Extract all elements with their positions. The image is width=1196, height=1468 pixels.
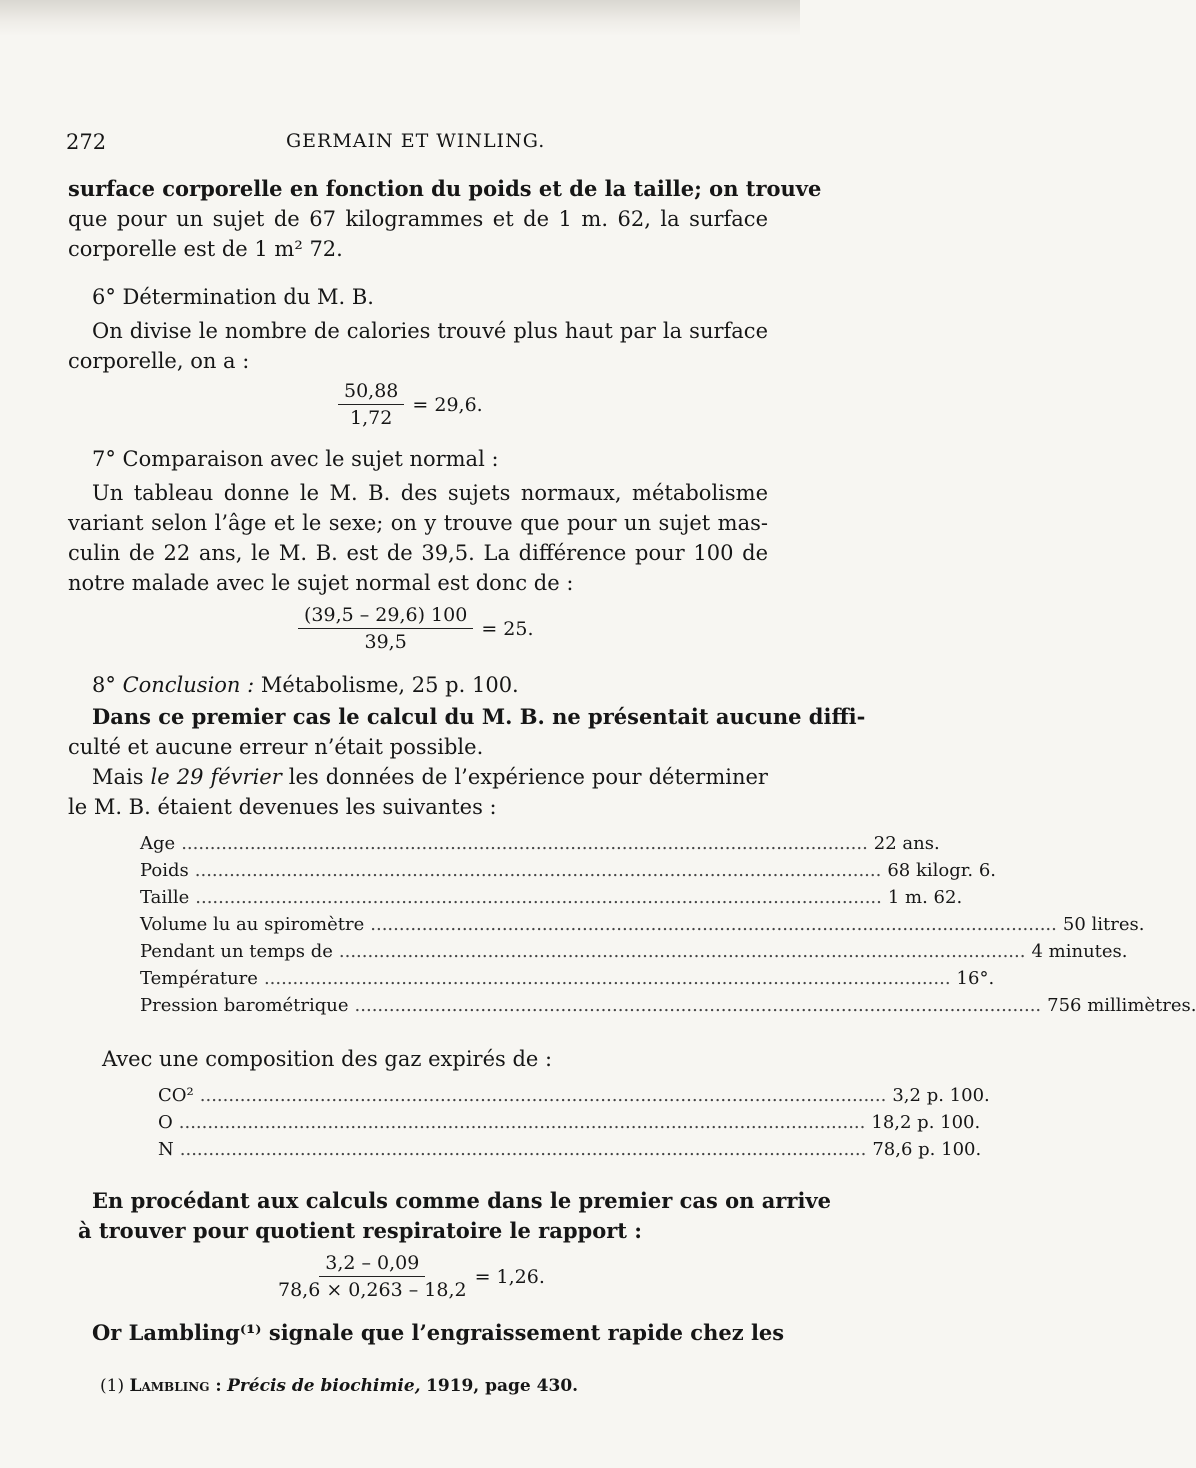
page-number: 272 (66, 130, 107, 154)
leader-dots: ........................................................................................................................ (179, 1139, 867, 1160)
fraction-1 (338, 380, 483, 429)
leader-dots: ........................................................................................................................ (263, 968, 951, 989)
table-row (140, 938, 1128, 965)
scan-edge (0, 0, 800, 36)
row-value: 18,2 p. 100. (871, 1112, 981, 1133)
row-value: 22 ans. (873, 833, 940, 854)
row-label: N (158, 1139, 174, 1160)
fraction-denominator: 78,6 × 0,263 – 18,2 (278, 1279, 467, 1301)
row-label: Taille (140, 887, 190, 908)
footnote-author: Lambling : (129, 1376, 222, 1396)
table-row (140, 992, 1196, 1019)
body-line: Or Lambling⁽¹⁾ signale que l’engraissement rapide chez les (92, 1320, 785, 1345)
table-row (140, 911, 1145, 938)
body-line: Dans ce premier cas le calcul du M. B. ne présentait aucune diffi- (92, 704, 866, 729)
row-value: 756 millimètres. (1047, 995, 1196, 1016)
body-line: corporelle, on a : (68, 349, 250, 373)
fraction-result: = 25. (481, 617, 534, 640)
date-italic: le 29 février (150, 765, 282, 789)
row-value: 50 litres. (1062, 914, 1145, 935)
body-line: que pour un sujet de 67 kilogrammes et de 1 m. 62, la surface (68, 207, 768, 231)
text-span: les données de l’expérience pour déterminer (288, 765, 768, 789)
fraction-result: = 1,26. (474, 1265, 545, 1288)
leader-dots: ........................................................................................................................ (181, 833, 868, 854)
fraction-result: = 29,6. (412, 393, 483, 416)
leader-dots: ........................................................................................................................ (354, 995, 1042, 1016)
row-label: Pression barométrique (140, 995, 349, 1016)
fraction-3 (278, 1252, 545, 1301)
measurements-table (140, 830, 1196, 1019)
fraction-denominator: 39,5 (364, 631, 407, 653)
leader-dots: ........................................................................................................................ (194, 860, 882, 881)
row-label: Volume lu au spiromètre (140, 914, 365, 935)
row-label: Température (140, 968, 258, 989)
row-value: 68 kilogr. 6. (887, 860, 997, 881)
table-row (158, 1082, 990, 1109)
conclusion-label: Conclusion : (122, 673, 255, 697)
row-label: CO² (158, 1085, 194, 1106)
footnote-mark: (1) (100, 1376, 125, 1396)
body-line: culté et aucune erreur n’était possible. (68, 735, 484, 759)
section-number: 8° (92, 673, 116, 697)
row-label: O (158, 1112, 173, 1133)
body-line: variant selon l’âge et le sexe; on y trouve que pour un sujet mas- (68, 511, 768, 535)
row-value: 1 m. 62. (887, 887, 963, 908)
body-line: On divise le nombre de calories trouvé plus haut par la surface (92, 319, 768, 343)
fraction-denominator: 1,72 (350, 407, 393, 429)
fraction-numerator: 3,2 – 0,09 (319, 1252, 425, 1277)
body-line: le M. B. étaient devenues les suivantes : (68, 795, 497, 819)
row-value: 16°. (956, 968, 995, 989)
row-value: 3,2 p. 100. (892, 1085, 990, 1106)
leader-dots: ........................................................................................................................ (195, 887, 882, 908)
row-label: Age (140, 833, 176, 854)
body-line: notre malade avec le sujet normal est donc de : (68, 571, 574, 595)
body-line: Avec une composition des gaz expirés de : (102, 1047, 553, 1071)
body-line: surface corporelle en fonction du poids et de la taille; on trouve (68, 176, 822, 201)
footnote (100, 1376, 578, 1396)
section-heading-8 (68, 670, 768, 700)
body-line (68, 762, 768, 792)
fraction-2 (298, 604, 534, 653)
table-row (140, 830, 940, 857)
row-label: Poids (140, 860, 189, 881)
body-line: culin de 22 ans, le M. B. est de 39,5. La différence pour 100 de (68, 541, 768, 565)
leader-dots: ........................................................................................................................ (338, 941, 1026, 962)
text-span: Mais (92, 765, 144, 789)
body-line: Un tableau donne le M. B. des sujets normaux, métabolisme (92, 481, 768, 505)
body-line: corporelle est de 1 m² 72. (68, 237, 343, 261)
body-line: En procédant aux calculs comme dans le premier cas on arrive (92, 1188, 831, 1213)
row-label: Pendant un temps de (140, 941, 333, 962)
leader-dots: ........................................................................................................................ (178, 1112, 866, 1133)
table-row (158, 1136, 982, 1163)
gas-composition-table (158, 1082, 990, 1163)
table-row (140, 965, 995, 992)
table-row (158, 1109, 981, 1136)
conclusion-text: Métabolisme, 25 p. 100. (260, 673, 519, 697)
leader-dots: ........................................................................................................................ (199, 1085, 887, 1106)
fraction-numerator: (39,5 – 29,6) 100 (298, 604, 473, 629)
body-line: à trouver pour quotient respiratoire le rapport : (78, 1218, 643, 1243)
page-header (66, 130, 766, 160)
section-heading-6: 6° Détermination du M. B. (92, 285, 374, 309)
table-row (140, 857, 997, 884)
section-heading-7: 7° Comparaison avec le sujet normal : (92, 447, 499, 471)
footnote-title: Précis de biochimie, (227, 1376, 421, 1396)
table-row (140, 884, 963, 911)
running-head: GERMAIN ET WINLING. (286, 130, 546, 152)
row-value: 4 minutes. (1031, 941, 1128, 962)
fraction-numerator: 50,88 (338, 380, 404, 405)
footnote-rest: 1919, page 430. (425, 1376, 579, 1396)
leader-dots: ........................................................................................................................ (370, 914, 1057, 935)
row-value: 78,6 p. 100. (872, 1139, 982, 1160)
